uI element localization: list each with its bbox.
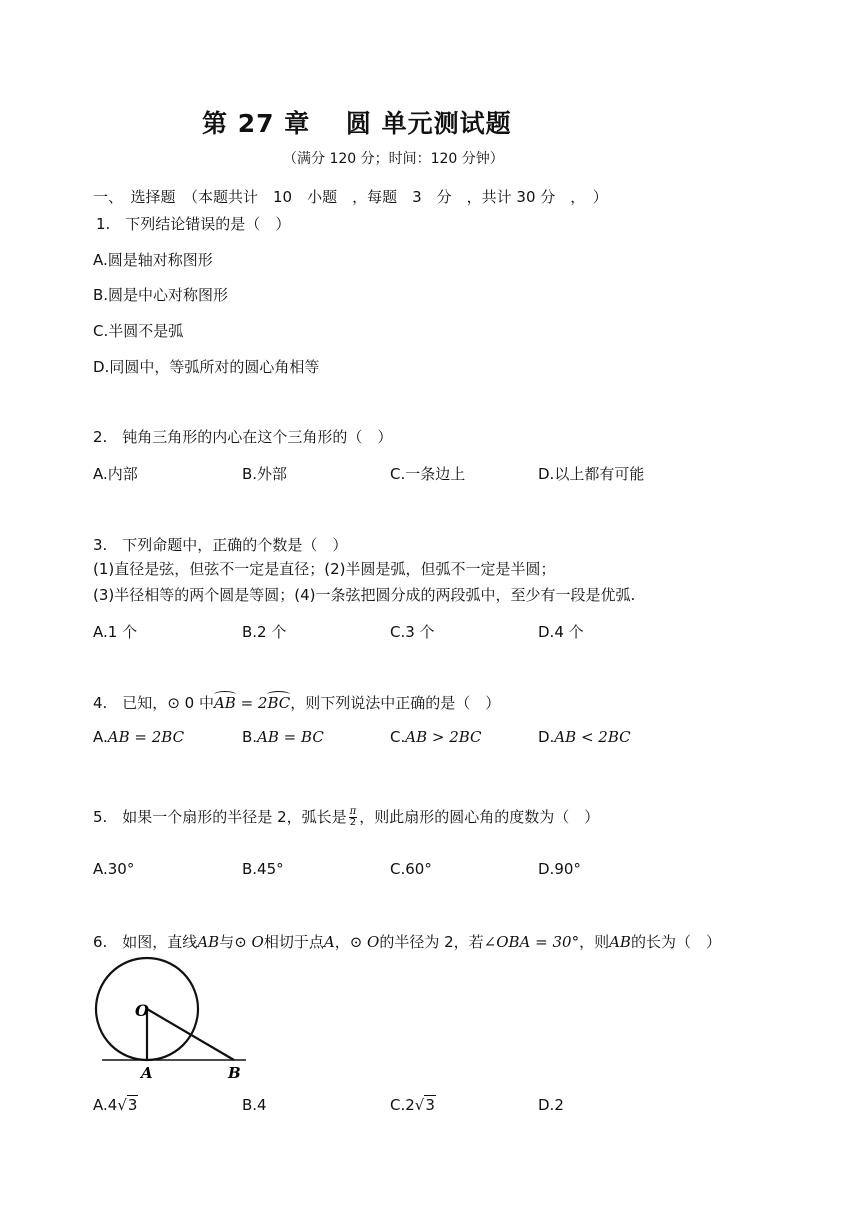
q4-stem-prefix: 4. 已知， bbox=[93, 694, 168, 712]
q6-option-c-prefix: C.2 bbox=[390, 1096, 415, 1114]
q4-option-a-label: A. bbox=[93, 728, 108, 746]
q6-text-6: ，则 bbox=[579, 933, 610, 951]
q4-option-b bbox=[242, 728, 324, 746]
q6-text-1: 6. 如图，直线 bbox=[93, 933, 198, 951]
q5-fraction bbox=[349, 807, 358, 828]
q6-option-c-sqrt: √3 bbox=[414, 1096, 435, 1114]
q6-stem bbox=[93, 931, 721, 952]
q4-option-d bbox=[538, 728, 631, 746]
q6-option-a bbox=[93, 1096, 138, 1114]
q6-option-b: B.4 bbox=[242, 1096, 267, 1114]
q6-math-angle: ∠OBA = 30° bbox=[483, 933, 580, 951]
q3-stem: 3. 下列命题中，正确的个数是（ ） bbox=[93, 536, 348, 554]
q4-arc-ab: AB bbox=[213, 694, 236, 712]
q4-stem-suffix: ，则下列说法中正确的是（ ） bbox=[290, 694, 501, 712]
q3-line-2: (3)半径相等的两个圆是等圆；(4)一条弦把圆分成的两段弧中，至少有一段是优弧. bbox=[93, 586, 636, 604]
q4-option-a bbox=[93, 728, 184, 746]
q6-option-a-radicand: 3 bbox=[127, 1096, 138, 1114]
q6-text-3: 相切于点 bbox=[263, 933, 324, 951]
q4-option-d-expr: AB < 2BC bbox=[554, 728, 631, 746]
q1-option-b: B.圆是中心对称图形 bbox=[93, 286, 229, 304]
q5-stem-suffix: ，则此扇形的圆心角的度数为（ ） bbox=[359, 808, 600, 826]
q1-stem: 1. 下列结论错误的是（ ） bbox=[96, 215, 291, 233]
q4-option-c-label: C. bbox=[390, 728, 406, 746]
q6-option-a-sqrt: √3 bbox=[117, 1096, 138, 1114]
q2-stem: 2. 钝角三角形的内心在这个三角形的（ ） bbox=[93, 428, 393, 446]
q2-option-c: C.一条边上 bbox=[390, 465, 466, 483]
q6-label-o: O bbox=[135, 1001, 149, 1020]
q6-text-4: ， bbox=[334, 933, 350, 951]
q6-segment-ob bbox=[147, 1009, 234, 1060]
section-heading: 一、 选择题 （本题共计 10 小题 ，每题 3 分 ，共计 30 分 ， ） bbox=[93, 188, 608, 206]
q6-label-a: A bbox=[141, 1064, 153, 1082]
q3-option-a: A.1 个 bbox=[93, 623, 138, 641]
q1-option-a: A.圆是轴对称图形 bbox=[93, 251, 213, 269]
q5-option-a: A.30° bbox=[93, 860, 135, 878]
q5-stem bbox=[93, 806, 599, 828]
q6-option-d: D.2 bbox=[538, 1096, 564, 1114]
q4-arc-bc: BC bbox=[267, 694, 291, 712]
q3-option-b: B.2 个 bbox=[242, 623, 287, 641]
q6-figure bbox=[88, 952, 258, 1087]
q5-stem-prefix: 5. 如果一个扇形的半径是 2，弧长是 bbox=[93, 808, 347, 826]
q1-option-d: D.同圆中，等弧所对的圆心角相等 bbox=[93, 358, 320, 376]
q6-math-a: A bbox=[323, 933, 335, 951]
q2-option-d: D.以上都有可能 bbox=[538, 465, 645, 483]
q6-math-ab-2: AB bbox=[609, 933, 631, 951]
q4-option-a-expr: AB = 2BC bbox=[107, 728, 185, 746]
q2-option-b: B.外部 bbox=[242, 465, 288, 483]
q4-stem bbox=[93, 692, 500, 713]
q5-fraction-denominator: 2 bbox=[349, 817, 357, 828]
q6-math-circle-o-2: ⊙ O bbox=[349, 933, 380, 951]
page-title: 第 27 章 圆 单元测试题 bbox=[202, 109, 512, 138]
q4-option-c-expr: AB > 2BC bbox=[405, 728, 482, 746]
q6-text-5: 的半径为 2，若 bbox=[379, 933, 484, 951]
q4-equals: = 2 bbox=[235, 694, 268, 712]
q6-text-7: 的长为（ ） bbox=[630, 933, 721, 951]
q4-option-b-label: B. bbox=[242, 728, 258, 746]
q3-line-1: (1)直径是弦，但弦不一定是直径；(2)半圆是弧，但弧不一定是半圆； bbox=[93, 560, 556, 578]
q3-option-c: C.3 个 bbox=[390, 623, 435, 641]
q5-fraction-numerator: π bbox=[349, 806, 357, 817]
q6-label-b: B bbox=[228, 1064, 241, 1082]
q6-option-a-prefix: A.4 bbox=[93, 1096, 118, 1114]
q6-option-c-radicand: 3 bbox=[425, 1096, 435, 1114]
q4-option-c bbox=[390, 728, 482, 746]
q3-option-d: D.4 个 bbox=[538, 623, 584, 641]
q4-circle-symbol: ⊙ 0 中 bbox=[167, 694, 214, 712]
q2-option-a: A.内部 bbox=[93, 465, 138, 483]
q5-option-b: B.45° bbox=[242, 860, 284, 878]
q6-math-ab: AB bbox=[197, 933, 220, 951]
q6-text-2: 与 bbox=[219, 933, 235, 951]
q5-option-c: C.60° bbox=[390, 860, 432, 878]
q4-option-b-expr: AB = BC bbox=[257, 728, 324, 746]
q4-option-d-label: D. bbox=[538, 728, 555, 746]
q6-math-circle-o: ⊙ O bbox=[234, 933, 264, 951]
q6-option-c bbox=[390, 1096, 436, 1114]
q5-option-d: D.90° bbox=[538, 860, 581, 878]
q1-option-c: C.半圆不是弧 bbox=[93, 322, 184, 340]
page-subtitle: （满分 120 分；时间：120 分钟） bbox=[283, 151, 504, 167]
